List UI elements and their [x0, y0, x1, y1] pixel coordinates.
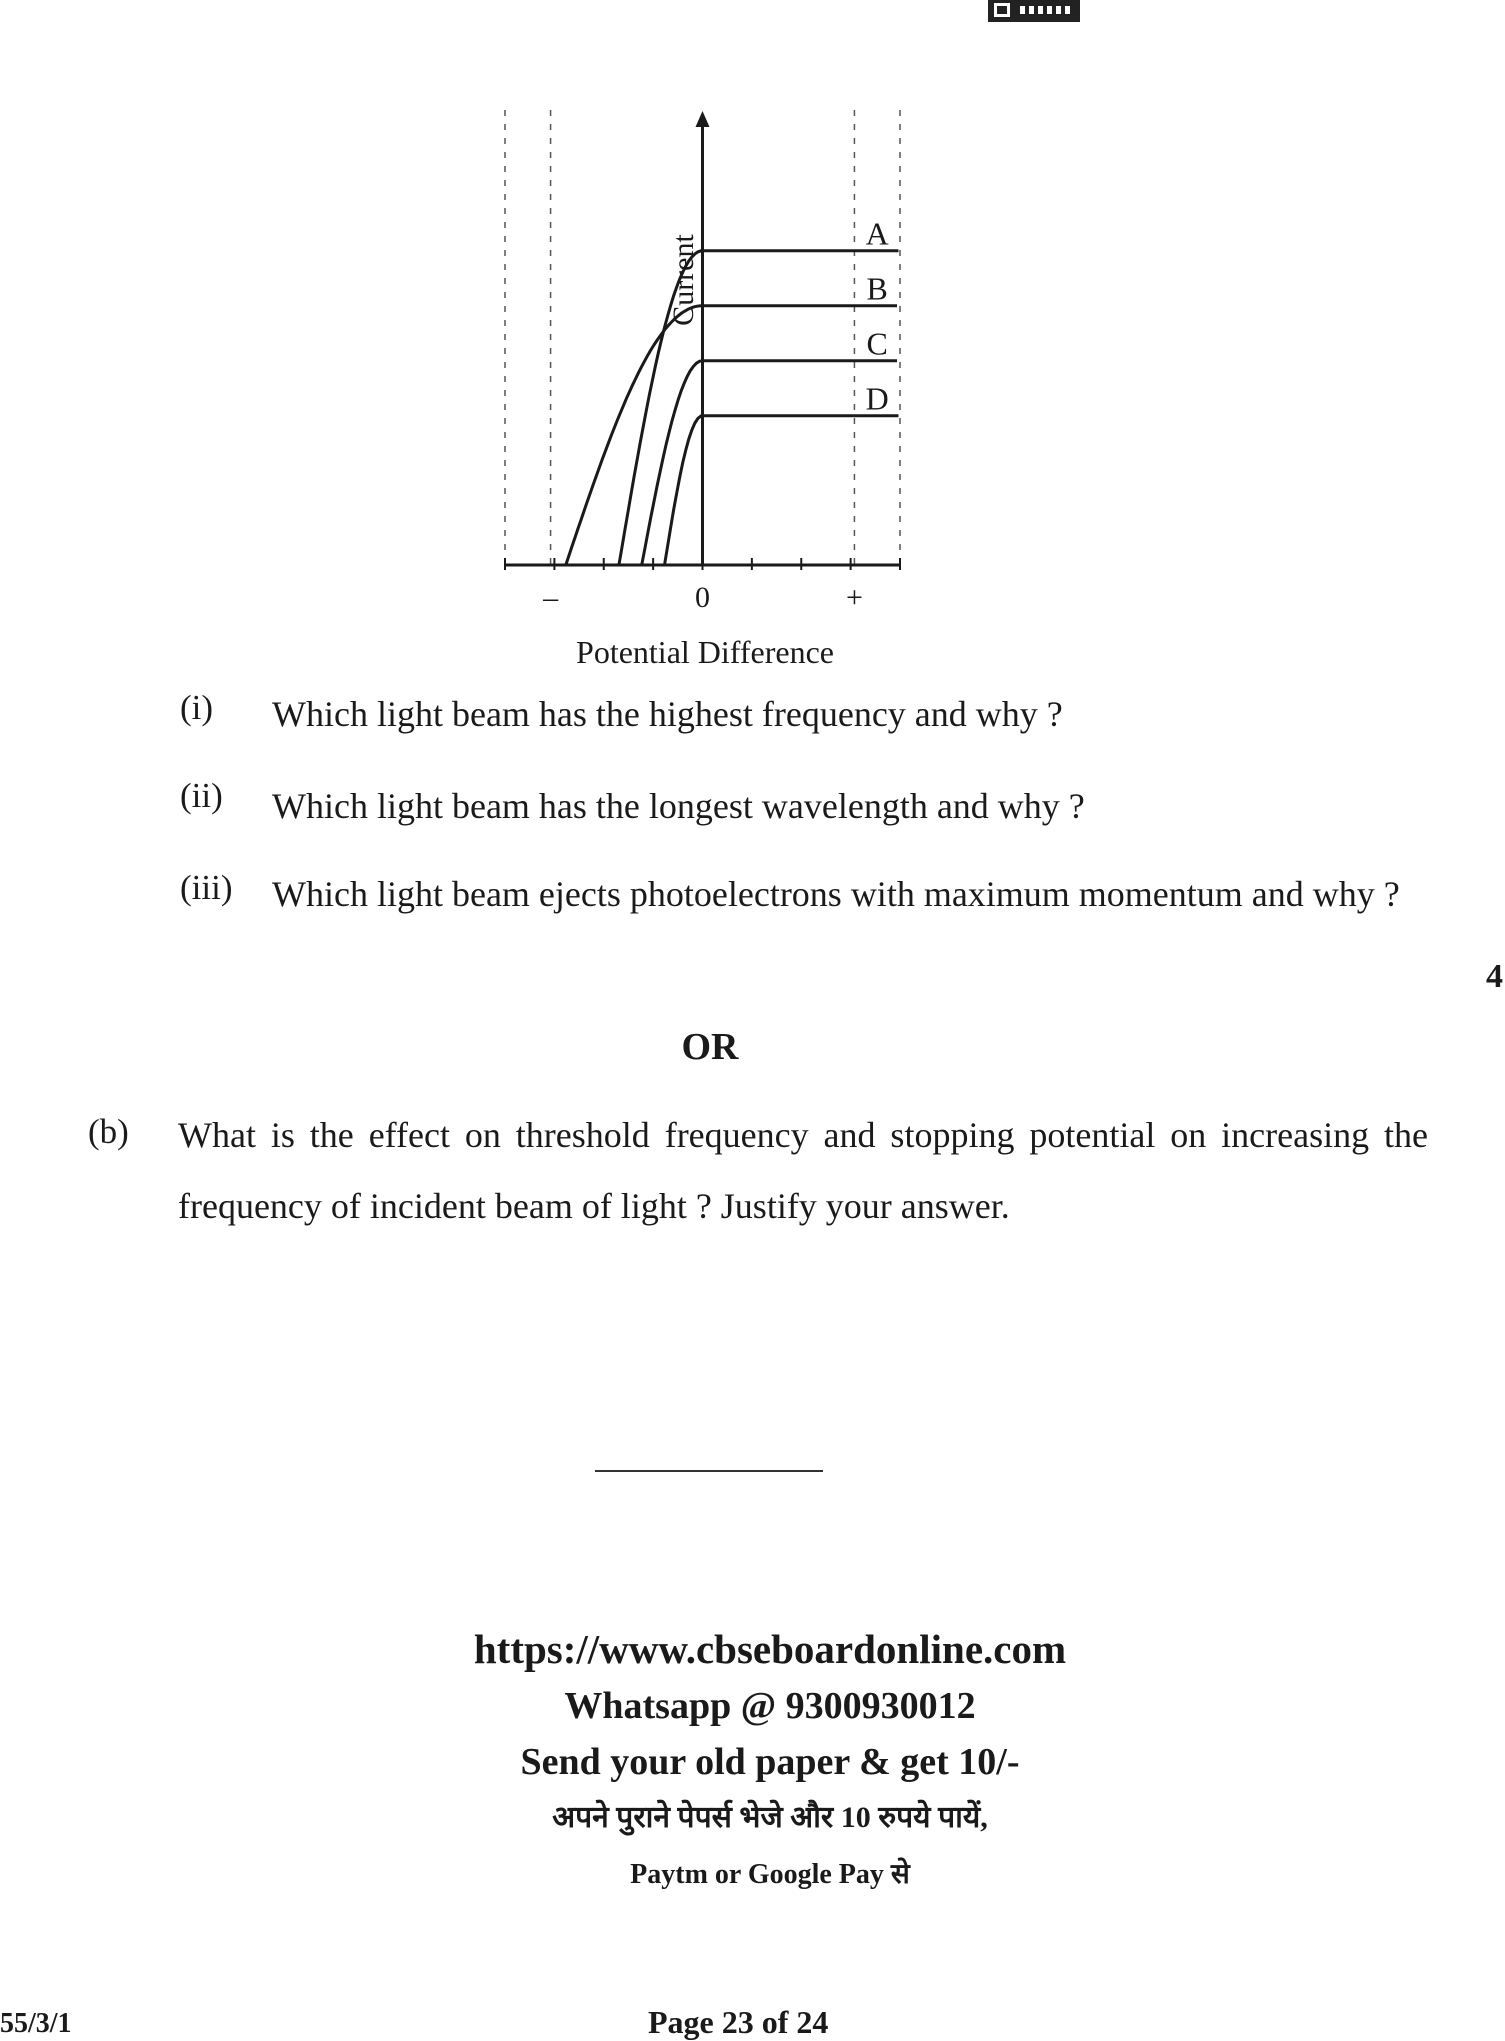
- question-number: (iii): [180, 868, 233, 907]
- curve-labels: [866, 216, 889, 417]
- promo-footer: [0, 1620, 1505, 1904]
- question-number: (ii): [180, 776, 223, 815]
- curve-b: [566, 306, 897, 565]
- x-tick-label: 0: [695, 581, 710, 614]
- y-axis-arrow: [696, 111, 710, 127]
- x-axis-label: Potential Difference: [576, 634, 834, 670]
- question-text: Which light beam has the longest wavelength and why ?: [272, 786, 1085, 826]
- curve-label: A: [865, 215, 889, 252]
- footer-offer: Send your old paper & get 10/-: [520, 1741, 1020, 1783]
- question-number: (b): [88, 1112, 129, 1151]
- paper-code: 55/3/1: [0, 2008, 72, 2039]
- curve-label: D: [865, 380, 889, 417]
- footer-payment: Paytm or Google Pay से: [630, 1859, 910, 1890]
- curve-label: C: [866, 325, 888, 362]
- x-tick-label: –: [543, 581, 559, 614]
- question-text: Which light beam has the highest frequency and why ?: [272, 694, 1063, 734]
- curve-label: B: [866, 270, 888, 307]
- curve-a: [619, 251, 899, 565]
- marks-label: 4: [1486, 958, 1503, 995]
- photoelectric-graph: [480, 105, 940, 695]
- footer-whatsapp: Whatsapp @ 9300930012: [564, 1685, 976, 1727]
- footer-hindi: अपने पुराने पेपर्स भेजे और 10 रुपये पायें,: [552, 1801, 988, 1834]
- qr-code-icon: [988, 0, 1080, 22]
- question-number: (i): [180, 688, 214, 727]
- curve-d: [665, 416, 899, 565]
- curves: [566, 251, 899, 565]
- y-axis-label: Current: [667, 234, 700, 326]
- page-number: Page 23 of 24: [648, 2004, 829, 2040]
- question-text: What is the effect on threshold frequency and stopping potential on increasing the frequency of incident beam of light ? Justify your answer.: [178, 1115, 1428, 1226]
- curve-c: [642, 361, 897, 565]
- question-text: Which light beam ejects photoelectrons with maximum momentum and why ?: [272, 874, 1400, 914]
- end-divider: [595, 1470, 823, 1472]
- tick-labels: [542, 581, 863, 614]
- or-separator: OR: [681, 1026, 739, 1068]
- x-tick-label: +: [845, 581, 863, 614]
- axes: [505, 111, 900, 570]
- footer-url[interactable]: https://www.cbseboardonline.com: [473, 1626, 1067, 1672]
